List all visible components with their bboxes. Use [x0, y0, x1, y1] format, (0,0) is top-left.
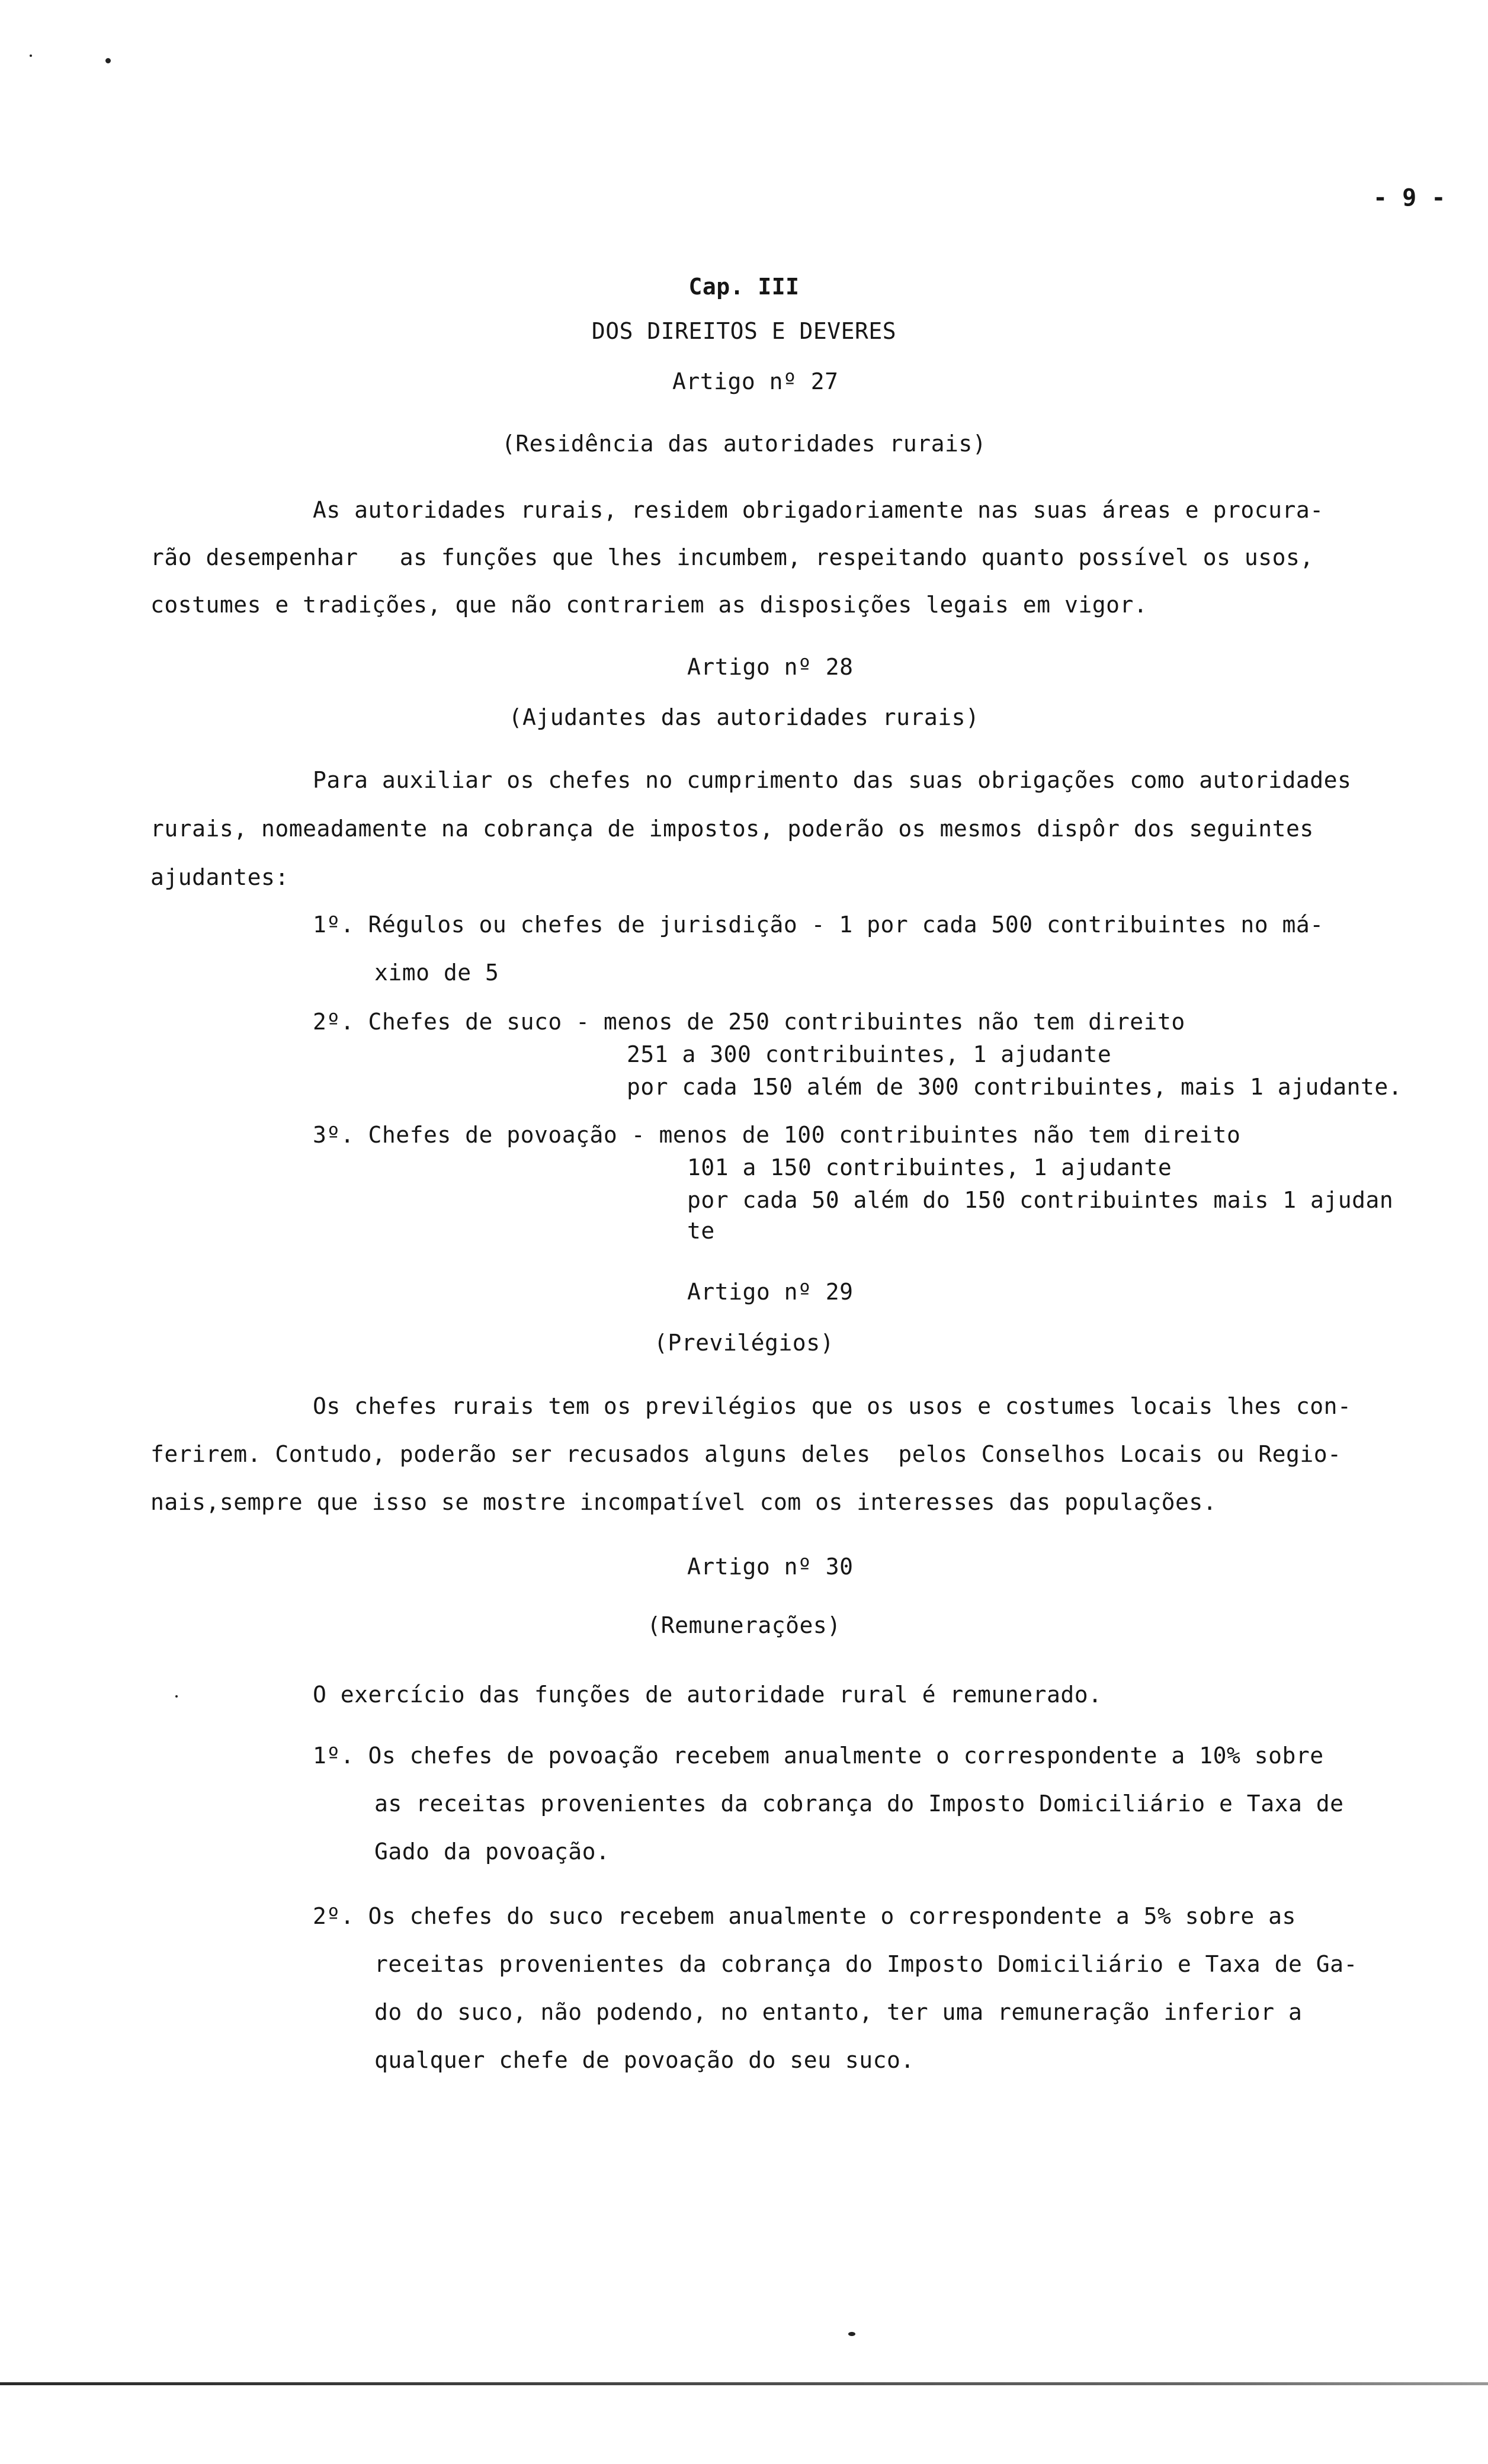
paragraph-line: As autoridades rurais, residem obrigadoriamente nas suas áreas e procura-: [313, 497, 1324, 523]
paragraph-line: nais,sempre que isso se mostre incompatível com os interesses das populações.: [150, 1489, 1217, 1515]
article-number: Artigo nº 28: [687, 654, 854, 680]
chapter-heading: Cap. III: [688, 274, 800, 300]
list-item: 1º. Os chefes de povoação recebem anualmente o correspondente a 10% sobre: [313, 1743, 1324, 1769]
paragraph-line: rurais, nomeadamente na cobrança de impostos, poderão os mesmos dispôr dos seguintes: [150, 816, 1314, 842]
list-item: 2º. Os chefes do suco recebem anualmente o correspondente a 5% sobre as: [313, 1903, 1296, 1929]
paragraph-line: Para auxiliar os chefes no cumprimento das suas obrigações como autoridades: [313, 767, 1352, 793]
list-item-continuation: qualquer chefe de povoação do seu suco.: [374, 2047, 915, 2073]
list-item-continuation: as receitas provenientes da cobrança do Imposto Domiciliário e Taxa de: [374, 1791, 1344, 1817]
scan-speck: [848, 2332, 855, 2336]
chapter-title: DOS DIREITOS E DEVERES: [591, 318, 897, 344]
list-item-continuation: 251 a 300 contribuintes, 1 ajudante: [627, 1041, 1112, 1067]
article-number: Artigo nº 27: [672, 368, 839, 394]
list-item-continuation: por cada 150 além de 300 contribuintes, mais 1 ajudante.: [627, 1074, 1403, 1100]
article-title: (Previlégios): [654, 1330, 834, 1356]
article-number: Artigo nº 30: [687, 1554, 854, 1580]
scan-speck: [30, 54, 32, 57]
paragraph-line: ferirem. Contudo, poderão ser recusados alguns deles pelos Conselhos Locais ou Regio-: [150, 1441, 1342, 1467]
list-item-continuation: Gado da povoação.: [374, 1839, 610, 1865]
paragraph-line: ajudantes:: [150, 864, 289, 890]
list-item: 3º. Chefes de povoação - menos de 100 contribuintes não tem direito: [313, 1122, 1241, 1148]
list-item: 1º. Régulos ou chefes de jurisdição - 1 por cada 500 contribuintes no má-: [313, 912, 1324, 938]
scan-speck: [175, 1695, 178, 1698]
article-title: (Ajudantes das autoridades rurais): [508, 704, 980, 730]
article-title: (Remunerações): [647, 1612, 841, 1638]
paragraph-line: O exercício das funções de autoridade rural é remunerado.: [313, 1682, 1102, 1708]
list-item-continuation: do do suco, não podendo, no entanto, ter uma remuneração inferior a: [374, 1999, 1303, 2025]
article-title: (Residência das autoridades rurais): [501, 431, 987, 457]
paragraph-line: Os chefes rurais tem os previlégios que os usos e costumes locais lhes con-: [313, 1393, 1352, 1419]
article-number: Artigo nº 29: [687, 1279, 854, 1305]
paragraph-line: rão desempenhar as funções que lhes incumbem, respeitando quanto possível os usos,: [150, 544, 1314, 570]
list-item-continuation: ximo de 5: [374, 960, 499, 986]
list-item-continuation: receitas provenientes da cobrança do Imposto Domiciliário e Taxa de Ga-: [374, 1951, 1358, 1977]
bottom-scan-rule: [0, 2382, 1488, 2385]
page-number: - 9 -: [1373, 184, 1446, 211]
list-item-continuation: por cada 50 além do 150 contribuintes mais 1 ajudan: [687, 1187, 1394, 1213]
list-item: 2º. Chefes de suco - menos de 250 contribuintes não tem direito: [313, 1009, 1185, 1035]
list-item-continuation: te: [687, 1218, 715, 1244]
paragraph-line: costumes e tradições, que não contrariem as disposições legais em vigor.: [150, 592, 1148, 618]
list-item-continuation: 101 a 150 contribuintes, 1 ajudante: [687, 1154, 1172, 1180]
scan-speck: [105, 58, 111, 63]
